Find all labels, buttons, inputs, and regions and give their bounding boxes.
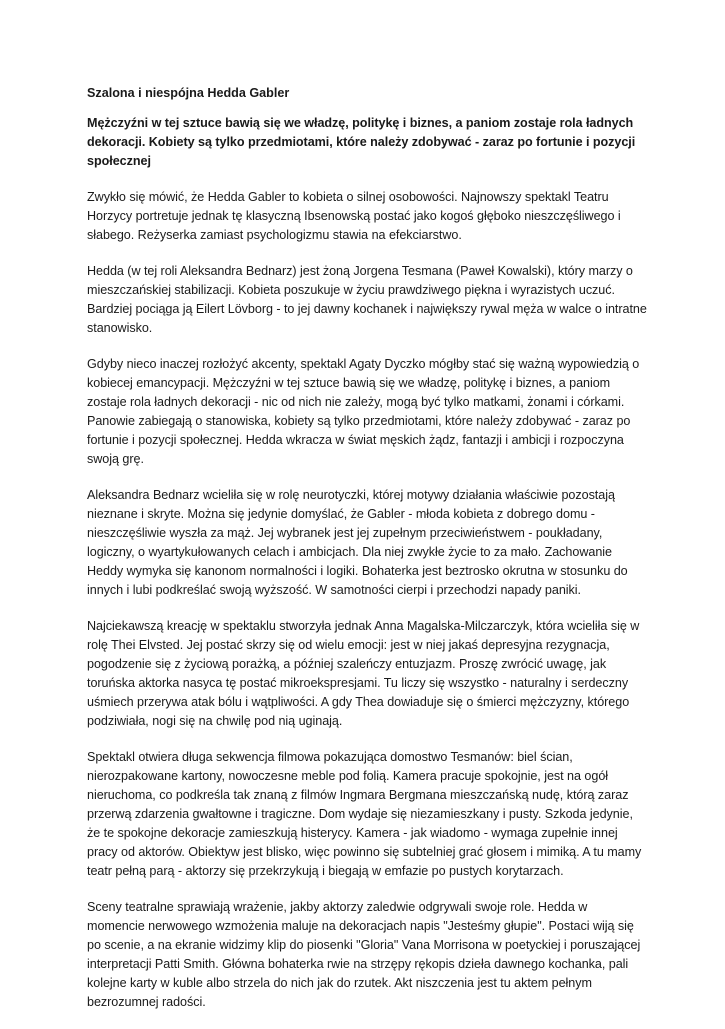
document-page: [87, 84, 647, 1029]
article-title: Szalona i niespójna Hedda Gabler: [87, 86, 290, 100]
paragraph-2: Hedda (w tej roli Aleksandra Bednarz) jest żoną Jorgena Tesmana (Paweł Kowalski), który marzy o mieszczańskiej stabilizacji. Kobieta poszukuje w życiu prawdziwego piękna i wyrazistych uczuć. Bardziej pociąga ją Eilert Lövborg - to jej dawny kochanek i największy rywal męża w walce o intratne stanowisko.: [87, 264, 647, 335]
article-lead: Mężczyźni w tej sztuce bawią się we władzę, politykę i biznes, a paniom zostaje rola ładnych dekoracji. Kobiety są tylko przedmiotami, które należy zdobywać - zaraz po fortunie i pozycji społecznej: [87, 116, 636, 168]
paragraph-7: Sceny teatralne sprawiają wrażenie, jakby aktorzy zaledwie odgrywali swoje role. Hedda w momencie nerwowego wzmożenia maluje na dekoracjach napis "Jesteśmy głupie". Postaci wiją się po scenie, a na ekranie widzimy klip do piosenki "Gloria" Vana Morrisona w poetyckiej i poruszającej interpretacji Patti Smith. Główna bohaterka rwie na strzępy rękopis dzieła dawnego kochanka, pali kolejne karty w kuble albo strzela do nich jak do rzutek. Akt niszczenia jest tu aktem pełnym bezrozumnej radości.: [87, 900, 641, 1009]
paragraph-6: Spektakl otwiera długa sekwencja filmowa pokazująca domostwo Tesmanów: biel ścian, nierozpakowane kartony, nowoczesne meble pod folią. Kamera pracuje spokojnie, jest na ogół nieruchoma, co podkreśla tak znaną z filmów Ingmara Bergmana mieszczańską nudę, którą zaraz przerwą zdarzenia gwałtowne i tragiczne. Dom wydaje się niezamieszkany i pusty. Szkoda jedynie, że te spokojne dekoracje zamieszkują histerycy. Kamera - jak wiadomo - wymaga zupełnie innej pracy od aktorów. Obiektyw jest blisko, więc powinno się subtelniej grać głosem i mimiką. A tu mamy teatr pełną parą - aktorzy się przekrzykują i biegają w emfazie po pustych korytarzach.: [87, 750, 642, 878]
paragraph-4: Aleksandra Bednarz wcieliła się w rolę neurotyczki, której motywy działania właściwie pozostają nieznane i skryte. Można się jedynie domyślać, że Gabler - młoda kobieta z dobrego domu - nieszczęśliwie wyszła za mąż. Jej wybranek jest jej zupełnym przeciwieństwem - poukładany, logiczny, o wyartykułowanych celach i ambicjach. Dla niej zwykłe życie to za mało. Zachowanie Heddy wymyka się kanonom normalności i logiki. Bohaterka jest beztrosko okrutna w stosunku do innych i lubi podkreślać swoją wyższość. W samotności cierpi i przechodzi napady paniki.: [87, 488, 628, 597]
paragraph-5: Najciekawszą kreację w spektaklu stworzyła jednak Anna Magalska-Milczarczyk, która wcieliła się w rolę Thei Elvsted. Jej postać skrzy się od wielu emocji: jest w niej jakaś depresyjna rezygnacja, pogodzenie się z życiową porażką, a później szaleńczy entuzjazm. Proszę zwrócić uwagę, jak toruńska aktorka nasyca tę postać mikroekspresjami. Tu liczy się wszystko - naturalny i serdeczny uśmiech przerywa atak bólu i wątpliwości. A gdy Thea dowiaduje się o śmierci mężczyzny, którego podziwiała, nogi się na chwilę pod nią uginają.: [87, 619, 640, 728]
paragraph-3: Gdyby nieco inaczej rozłożyć akcenty, spektakl Agaty Dyczko mógłby stać się ważną wypowiedzią o kobiecej emancypacji. Mężczyźni w tej sztuce bawią się we władzę, politykę i biznes, a paniom zostaje rola ładnych dekoracji - nic od nich nie zależy, mogą być tylko matkami, żonami i córkami. Panowie zabiegają o stanowiska, kobiety są tylko przedmiotami, które należy zdobywać - zaraz po fortunie i pozycji społecznej. Hedda wkracza w świat męskich żądz, fantazji i ambicji i rozpoczyna swoją grę.: [87, 357, 640, 466]
paragraph-1: Zwykło się mówić, że Hedda Gabler to kobieta o silnej osobowości. Najnowszy spektakl Teatru Horzycy portretuje jednak tę klasyczną Ibsenowską postać jako kogoś głęboko nieszczęśliwego i słabego. Reżyserka zamiast psychologizmu stawia na efekciarstwo.: [87, 190, 621, 242]
